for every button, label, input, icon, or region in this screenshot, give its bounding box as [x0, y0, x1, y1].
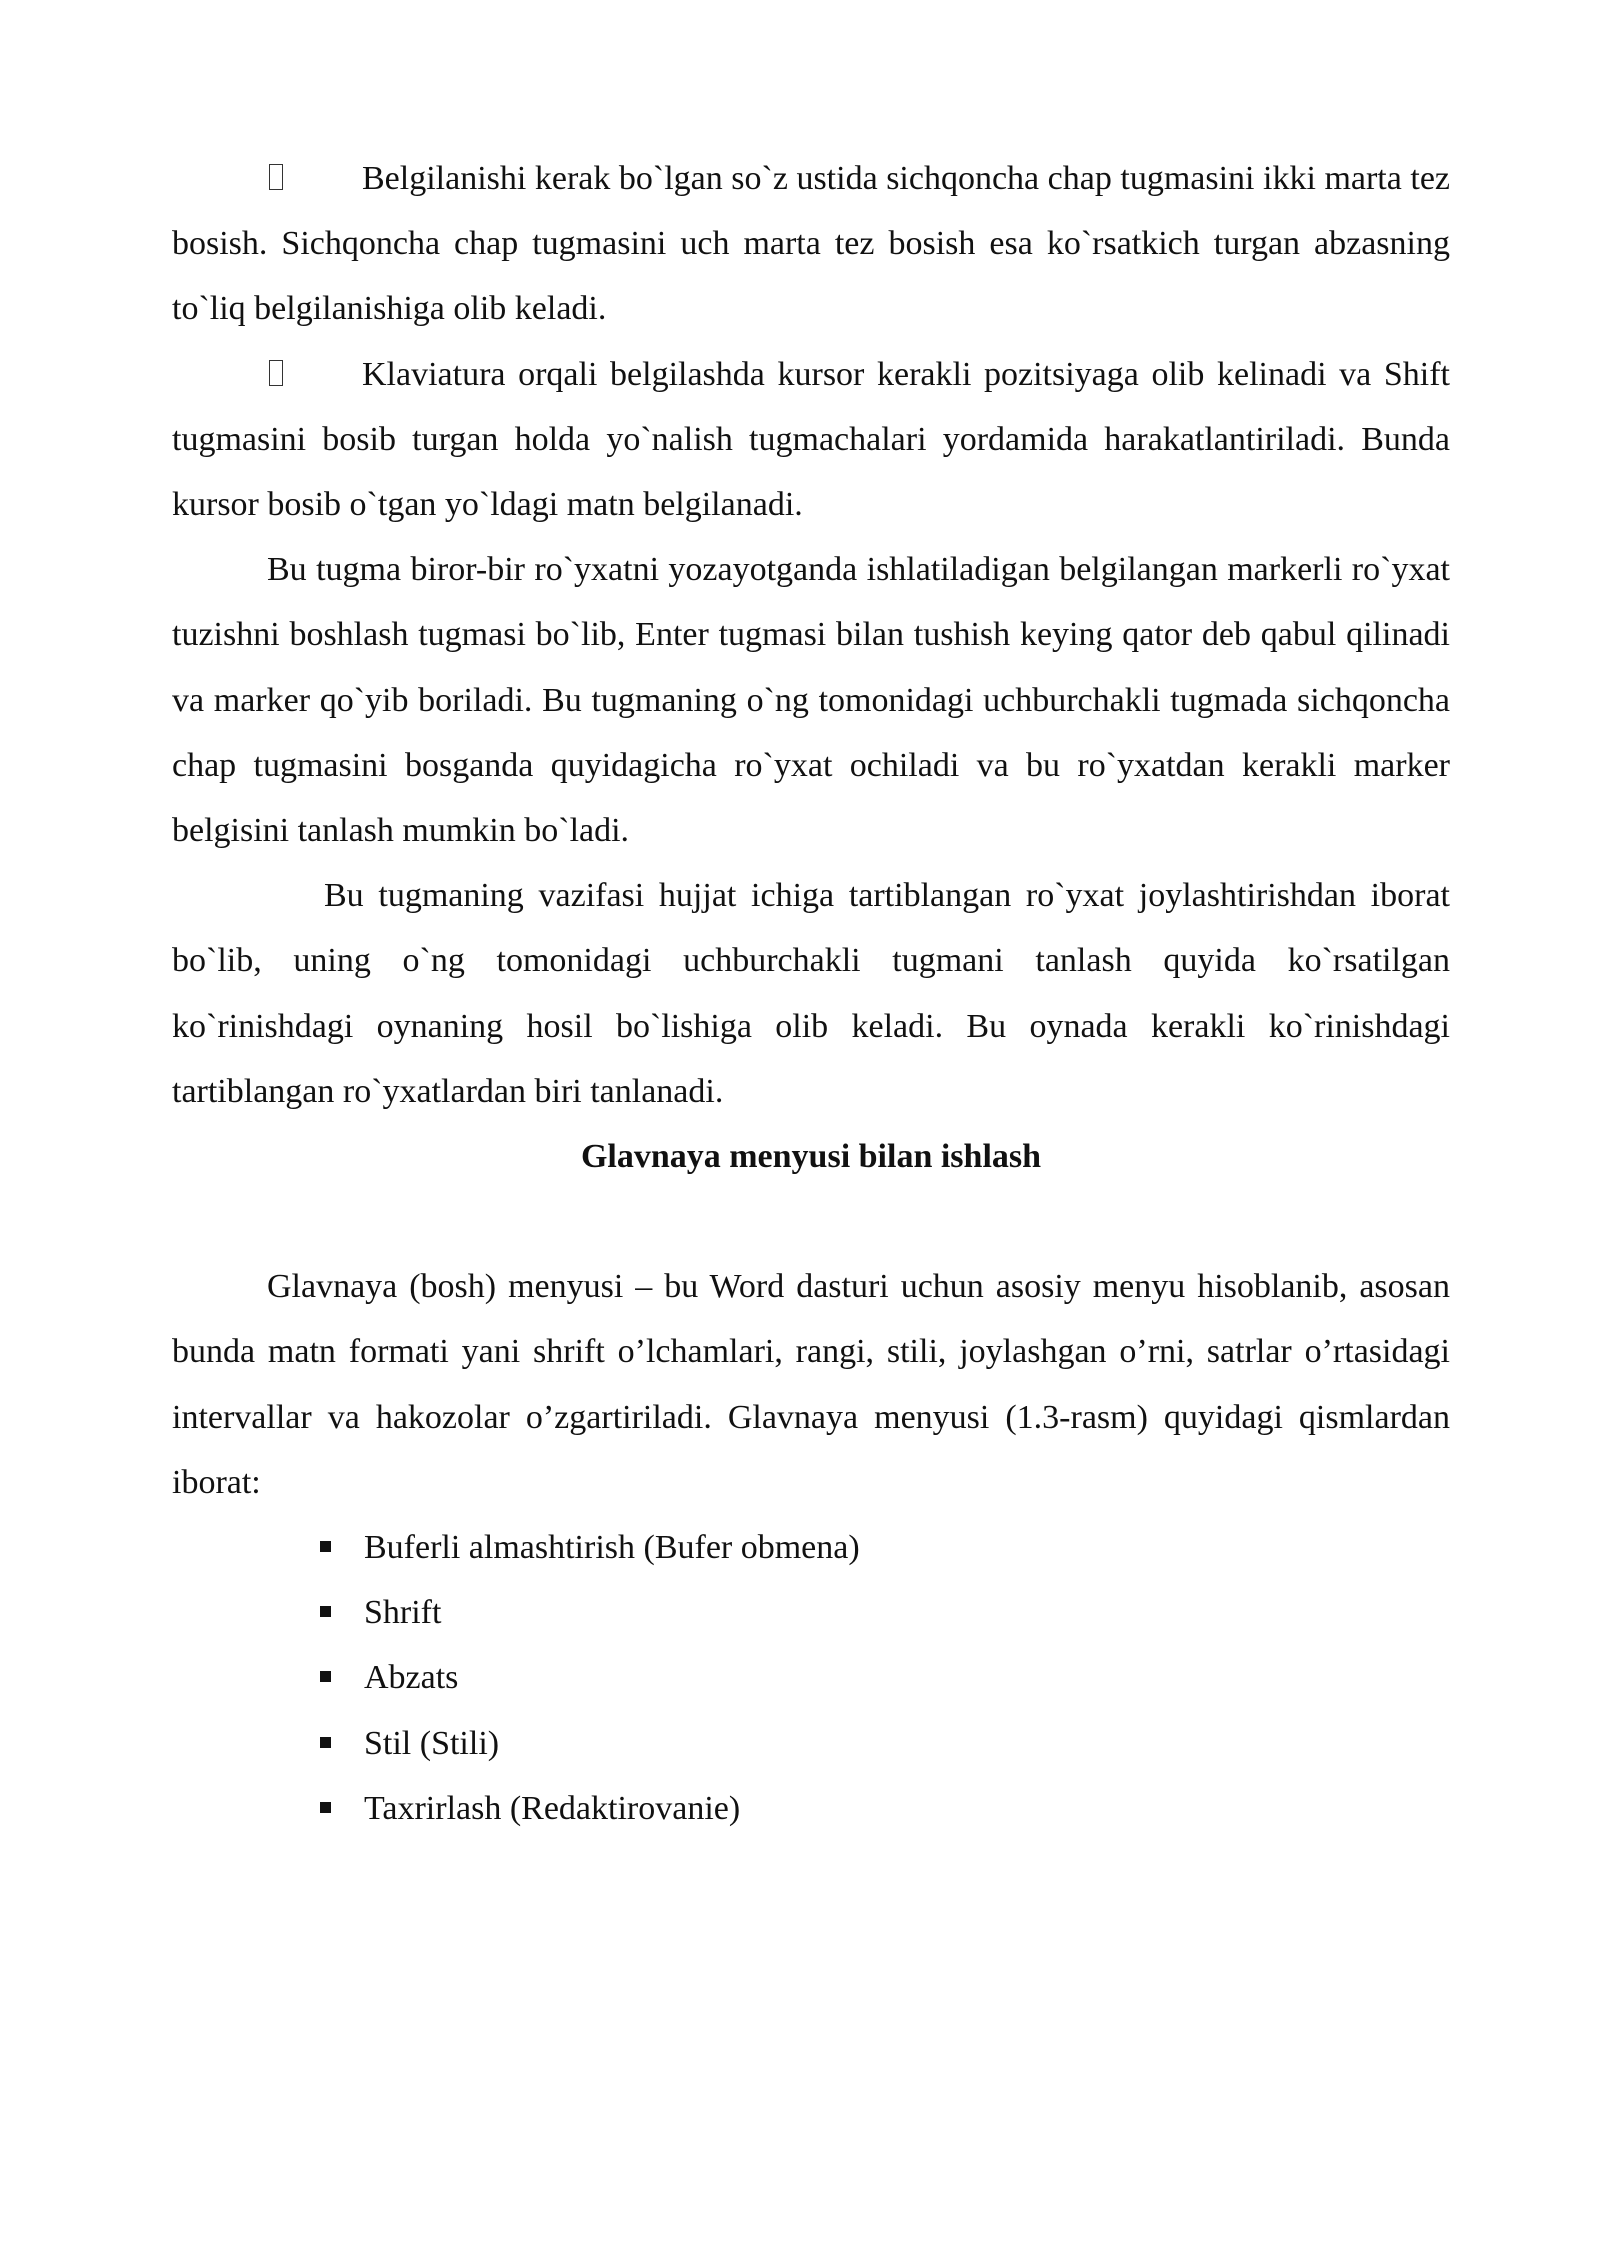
list-item: Taxrirlash (Redaktirovanie) [172, 1776, 1450, 1841]
paragraph-text: Klaviatura orqali belgilashda kursor kerakli pozitsiyaga olib kelinadi va Shift tugmasini bosib turgan holda yo`nalish tugmachalari yordamida harakatlantiriladi. Bunda kursor bosib o`tgan yo`ldagi matn belgilanadi. [172, 355, 1450, 524]
list-item: Shrift [172, 1580, 1450, 1645]
glavnaya-sections-list [172, 1515, 1450, 1841]
paragraph-glavnaya-intro: Glavnaya (bosh) menyusi – bu Word dasturi uchun asosiy menyu hisoblanib, asosan bunda matn formati yani shrift o’lchamlari, rangi, stili, joylashgan o’rni, satrlar o’rtasidagi intervallar va hakozolar o’zgartiriladi. Glavnaya menyusi (1.3-rasm) quyidagi qismlardan iborat: [172, 1268, 1450, 1501]
bullet-paragraph-keyboard-selection [172, 342, 1450, 538]
document-page [172, 146, 1450, 1841]
square-bullet-icon [320, 1671, 331, 1682]
list-item: Buferli almashtirish (Bufer obmena) [172, 1515, 1450, 1580]
paragraph-numbered-list: Bu tugmaning vazifasi hujjat ichiga tartiblangan ro`yxat joylashtirishdan iborat bo`lib, uning o`ng tomonidagi uchburchakli tugmani tanlash quyida ko`rsatilgan ko`rinishdagi oynaning hosil bo`lishiga olib keladi. Bu oynada kerakli ko`rinishdagi tartiblangan ro`yxatlardan biri tanlanadi. [172, 877, 1450, 1110]
list-item: Stil (Stili) [172, 1711, 1450, 1776]
paragraph-marker-list: Bu tugma biror-bir ro`yxatni yozayotganda ishlatiladigan belgilangan markerli ro`yxat tuzishni boshlash tugmasi bo`lib, Enter tugmasi bilan tushish keying qator deb qabul qilinadi va marker qo`yib boriladi. Bu tugmaning o`ng tomonidagi uchburchakli tugmada sichqoncha chap tugmasini bosganda quyidagicha ro`yxat ochiladi va bu ro`yxatdan kerakli marker belgisini tanlash mumkin bo`ladi. [172, 551, 1450, 850]
bullet-paragraph-mouse-selection [172, 146, 1450, 342]
missing-glyph-icon [267, 342, 307, 407]
square-bullet-icon [320, 1541, 331, 1552]
paragraph-text: Belgilanishi kerak bo`lgan so`z ustida sichqoncha chap tugmasini ikki marta tez bosish. Sichqoncha chap tugmasini uch marta tez bosish esa ko`rsatkich turgan abzasning to`liq belgilanishiga olib keladi. [172, 160, 1450, 328]
square-bullet-icon [320, 1606, 331, 1617]
square-bullet-icon [320, 1737, 331, 1748]
missing-glyph-icon [267, 146, 307, 211]
list-item: Abzats [172, 1645, 1450, 1710]
square-bullet-icon [320, 1802, 331, 1813]
section-heading: Glavnaya menyusi bilan ishlash [580, 1138, 1042, 1176]
